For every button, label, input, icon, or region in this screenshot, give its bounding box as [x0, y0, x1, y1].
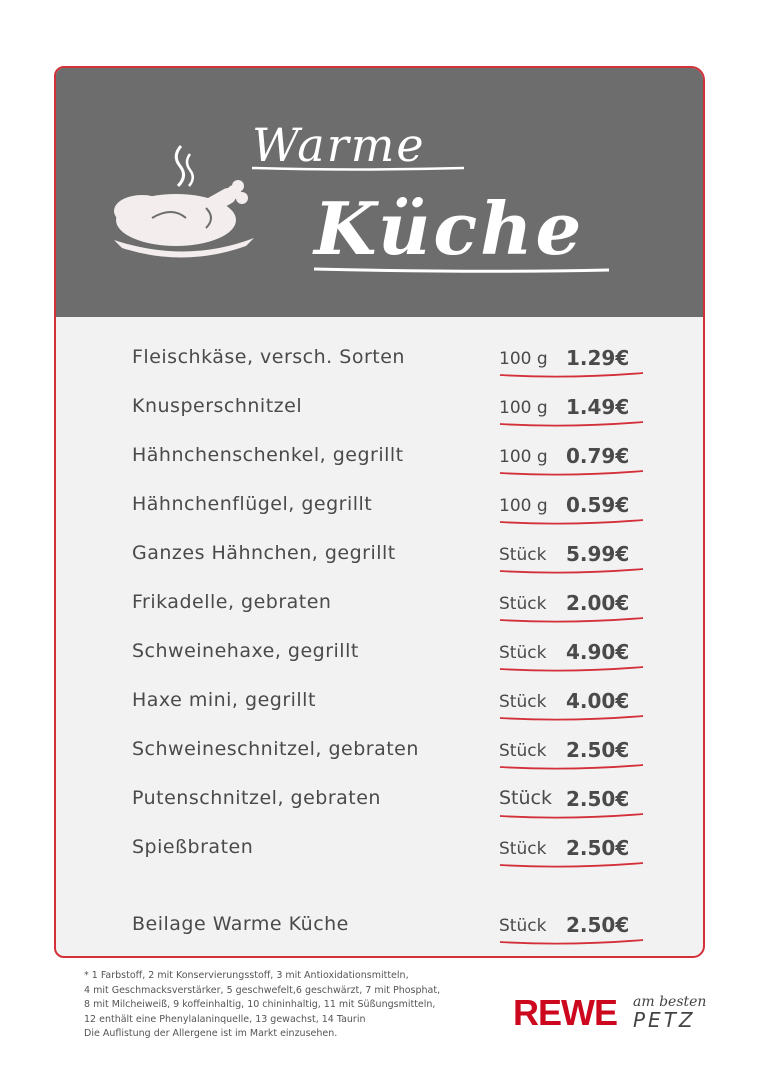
title-warme: Warme	[252, 118, 426, 172]
menu-header	[56, 68, 703, 317]
menu-item	[56, 640, 703, 680]
item-price: 4.90€	[566, 640, 630, 664]
item-name: Ganzes Hähnchen, gegrillt	[132, 542, 396, 564]
item-price: 1.49€	[566, 395, 630, 419]
item-name: Hähnchenflügel, gegrillt	[132, 493, 373, 515]
item-name: Fleischkäse, versch. Sorten	[132, 346, 405, 368]
item-unit: 100 g	[499, 349, 548, 369]
item-name: Schweineschnitzel, gebraten	[132, 738, 419, 760]
menu-item	[56, 738, 703, 778]
footnote-line: 12 enthält eine Phenylalaninquelle, 13 gewachst, 14 Taurin	[84, 1013, 366, 1025]
item-price: 2.50€	[566, 787, 630, 811]
item-price: 2.50€	[566, 738, 630, 762]
item-unit: Stück	[499, 787, 553, 809]
item-name: Frikadelle, gebraten	[132, 591, 332, 613]
item-unit: Stück	[499, 692, 547, 712]
footnote-line: 4 mit Geschmacksverstärker, 5 geschwefelt,6 geschwärzt, 7 mit Phosphat,	[84, 984, 441, 996]
item-unit: Stück	[499, 545, 547, 565]
item-price: 1.29€	[566, 346, 630, 370]
item-unit: Stück	[499, 839, 547, 859]
item-name: Beilage Warme Küche	[132, 913, 349, 935]
item-unit: Stück	[499, 594, 547, 614]
item-unit: 100 g	[499, 447, 548, 467]
steam-icon	[176, 146, 183, 186]
item-name: Schweinehaxe, gegrillt	[132, 640, 359, 662]
item-price: 2.50€	[566, 836, 630, 860]
menu-item	[56, 444, 703, 484]
item-price: 5.99€	[566, 542, 630, 566]
footnote-line: Die Auflistung der Allergene ist im Markt einzusehen.	[84, 1028, 338, 1039]
menu-card	[54, 66, 705, 958]
footnote-line: 8 mit Milcheiweiß, 9 koffeinhaltig, 10 chininhaltig, 11 mit Süßungsmitteln,	[84, 999, 436, 1010]
menu-item	[56, 542, 703, 582]
item-price: 2.50€	[566, 913, 630, 937]
item-price: 0.79€	[566, 444, 630, 468]
item-price: 4.00€	[566, 689, 630, 713]
title-kueche: Küche	[314, 186, 585, 271]
item-name: Haxe mini, gegrillt	[132, 689, 316, 711]
item-name: Knusperschnitzel	[132, 395, 303, 417]
item-name: Spießbraten	[132, 836, 254, 858]
menu-item	[56, 689, 703, 729]
logo-tagline: am besten	[633, 994, 707, 1010]
item-unit: Stück	[499, 916, 547, 936]
item-unit: Stück	[499, 741, 547, 761]
roast-chicken-icon	[114, 180, 254, 258]
item-name: Putenschnitzel, gebraten	[132, 787, 381, 809]
logo-brand: REWE	[513, 992, 617, 1033]
menu-item	[56, 787, 703, 827]
item-unit: 100 g	[499, 398, 548, 418]
item-price: 0.59€	[566, 493, 630, 517]
item-price: 2.00€	[566, 591, 630, 615]
allergen-footnote	[84, 969, 504, 1042]
menu-item	[56, 591, 703, 631]
menu-item	[56, 346, 703, 386]
logo-owner: PETZ	[633, 1008, 696, 1032]
menu-item	[56, 836, 703, 876]
menu-item-side-dish	[56, 913, 703, 953]
menu-item	[56, 395, 703, 435]
item-unit: 100 g	[499, 496, 548, 516]
item-unit: Stück	[499, 643, 547, 663]
item-name: Hähnchenschenkel, gegrillt	[132, 444, 404, 466]
footnote-line: * 1 Farbstoff, 2 mit Konservierungsstoff, 3 mit Antioxidationsmitteln,	[84, 970, 409, 981]
menu-item	[56, 493, 703, 533]
